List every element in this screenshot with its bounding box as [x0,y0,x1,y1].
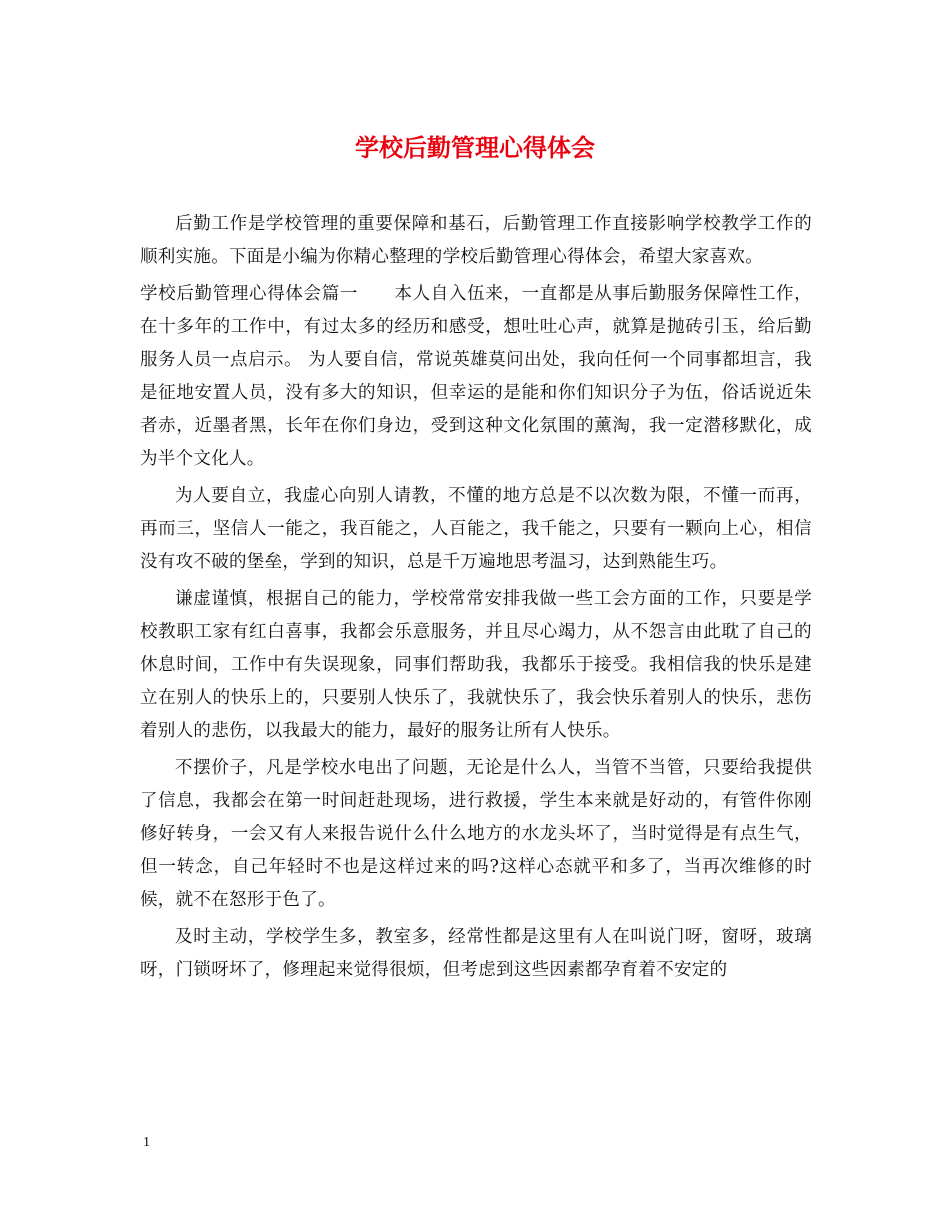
document-title: 学校后勤管理心得体会 [355,133,595,162]
paragraph-proactive: 及时主动，学校学生多，教室多，经常性都是这里有人在叫说门呀，窗呀，玻璃呀，门锁呀坏了，修理起来觉得很烦，但考虑到这些因素都孕育着不安定的 [140,927,812,980]
paragraph-self-reliance: 为人要自立，我虚心向别人请教，不懂的地方总是不以次数为限，不懂一而再，再而三，坚信人一能之，我百能之，人百能之，我千能之，只要有一颗向上心，相信没有攻不破的堡垒，学到的知识，总是千万遍地思考温习，达到熟能生巧。 [140,486,812,572]
paragraph-intro: 后勤工作是学校管理的重要保障和基石，后勤管理工作直接影响学校教学工作的顺利实施。下面是小编为你精心整理的学校后勤管理心得体会，希望大家喜欢。 [140,214,812,267]
document-body [140,208,812,991]
paragraph-modesty: 谦虚谨慎，根据自己的能力，学校常常安排我做一些工会方面的工作，只要是学校教职工家有红白喜事，我都会乐意服务，并且尽心竭力，从不怨言由此耽了自己的休息时间，工作中有失误现象，同事们帮助我，我都乐于接受。我相信我的快乐是建立在别人的快乐上的，只要别人快乐了，我就快乐了，我会快乐着别人的快乐，悲伤着别人的悲伤，以我最大的能力，最好的服务让所有人快乐。 [140,589,812,741]
paragraph-part-one: 学校后勤管理心得体会篇一 本人自入伍来，一直都是从事后勤服务保障性工作，在十多年的工作中，有过太多的经历和感受，想吐吐心声，就算是抛砖引玉，给后勤服务人员一点启示。 为人要自信，常说英雄莫问出处，我向任何一个同事都坦言，我是征地安置人员，没有多大的知识，但幸运的是能和你们知识分子为伍，俗话说近朱者赤，近墨者黑，长年在你们身边，受到这种文化氛围的薰淘，我一定潜移默化，成为半个文化人。 [140,284,812,469]
page-number: 1 [143,1135,150,1150]
paragraph-no-airs: 不摆价子，凡是学校水电出了问题，无论是什么人，当管不当管，只要给我提供了信息，我都会在第一时间赶赴现场，进行救援，学生本来就是好动的，有管件你刚修好转身，一会又有人来报告说什么什么地方的水龙头坏了，当时觉得是有点生气，但一转念，自己年轻时不也是这样过来的吗?这样心态就平和多了，当再次维修的时候，就不在怒形于色了。 [140,758,812,910]
